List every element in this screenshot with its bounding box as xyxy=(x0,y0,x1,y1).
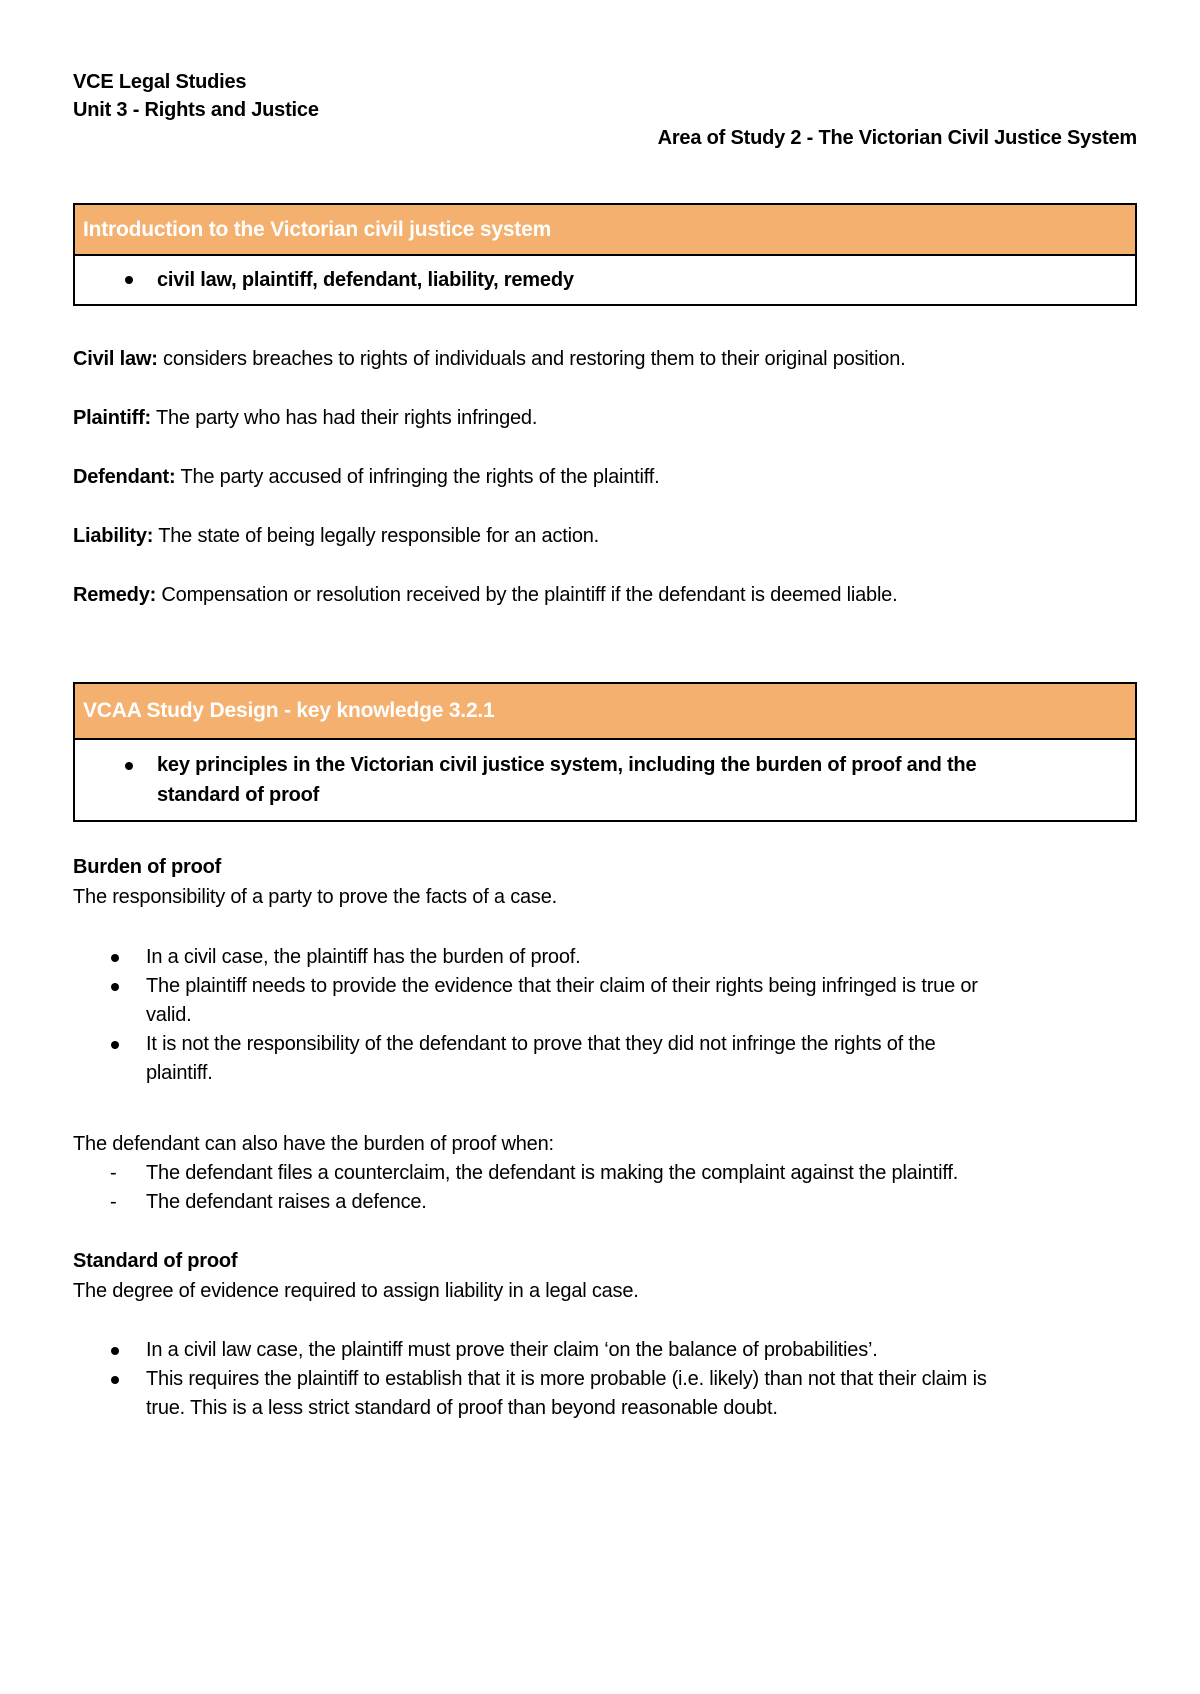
definition-term: Plaintiff: xyxy=(73,407,151,429)
list-item-text: true. This is a less strict standard of proof than beyond reasonable doubt. xyxy=(146,1397,778,1419)
definition-text: The state of being legally responsible for an action. xyxy=(153,525,600,547)
list-item-text: The defendant raises a defence. xyxy=(146,1191,427,1213)
bullet-dot xyxy=(111,983,119,991)
intro-box xyxy=(73,203,1137,306)
list-item xyxy=(73,972,1137,1030)
dash-marker: - xyxy=(110,1191,117,1213)
definition-remedy xyxy=(73,581,1137,609)
list-item-text: It is not the responsibility of the defendant to prove that they did not infringe the rights of the xyxy=(146,1033,936,1055)
list-item-text: The defendant files a counterclaim, the defendant is making the complaint against the plaintiff. xyxy=(146,1162,959,1184)
standard-of-proof-heading: Standard of proof xyxy=(73,1250,238,1272)
study-design-box-heading: VCAA Study Design - key knowledge 3.2.1 xyxy=(75,684,1135,740)
list-item-text: valid. xyxy=(146,1004,192,1026)
bullet-dot xyxy=(125,276,133,284)
list-item-text: plaintiff. xyxy=(146,1062,213,1084)
definition-term: Remedy: xyxy=(73,584,157,606)
list-item xyxy=(73,1159,1137,1188)
definition-text: The party accused of infringing the rights of the plaintiff. xyxy=(175,466,660,488)
list-item-text: In a civil law case, the plaintiff must prove their claim ‘on the balance of probabilities’. xyxy=(146,1339,878,1361)
standard-of-proof-list xyxy=(73,1336,1137,1423)
bullet-dot xyxy=(111,1376,119,1384)
definition-defendant xyxy=(73,463,1137,491)
dash-marker: - xyxy=(110,1162,117,1184)
burden-of-proof-definition: The responsibility of a party to prove the facts of a case. xyxy=(73,886,558,908)
burden-of-proof-heading: Burden of proof xyxy=(73,856,222,878)
study-design-box xyxy=(73,682,1137,822)
defendant-burden-list xyxy=(73,1159,1137,1217)
intro-box-heading: Introduction to the Victorian civil justice system xyxy=(75,205,1135,256)
bullet-dot xyxy=(111,954,119,962)
area-of-study-title: Area of Study 2 - The Victorian Civil Justice System xyxy=(657,127,1137,149)
defendant-burden-intro: The defendant can also have the burden of proof when: xyxy=(73,1133,554,1155)
list-item-text: This requires the plaintiff to establish that it is more probable (i.e. likely) than not that their claim is xyxy=(146,1368,987,1390)
course-title: VCE Legal Studies xyxy=(73,71,247,93)
list-item xyxy=(73,943,1137,972)
bullet-dot xyxy=(111,1347,119,1355)
list-item-text: The plaintiff needs to provide the evidence that their claim of their rights being infringed is true or xyxy=(146,975,978,997)
definition-plaintiff xyxy=(73,404,1137,432)
list-item xyxy=(73,1365,1137,1423)
list-item xyxy=(73,1336,1137,1365)
intro-box-body xyxy=(75,256,1135,304)
definition-term: Liability: xyxy=(73,525,154,547)
definition-text: The party who has had their rights infringed. xyxy=(151,407,538,429)
key-knowledge-line: standard of proof xyxy=(157,784,320,806)
list-item-text: In a civil case, the plaintiff has the burden of proof. xyxy=(146,946,581,968)
list-item xyxy=(73,1188,1137,1217)
definition-term: Defendant: xyxy=(73,466,176,488)
unit-title: Unit 3 - Rights and Justice xyxy=(73,99,319,121)
bullet-dot xyxy=(111,1041,119,1049)
standard-of-proof-definition: The degree of evidence required to assign liability in a legal case. xyxy=(73,1280,639,1302)
definition-text: considers breaches to rights of individuals and restoring them to their original position. xyxy=(157,348,906,370)
definition-text: Compensation or resolution received by the plaintiff if the defendant is deemed liable. xyxy=(156,584,898,606)
bullet-dot xyxy=(125,762,133,770)
key-knowledge-line: key principles in the Victorian civil justice system, including the burden of proof and the xyxy=(157,754,977,776)
burden-of-proof-list xyxy=(73,943,1137,1088)
definition-term: Civil law: xyxy=(73,348,158,370)
intro-key-terms: civil law, plaintiff, defendant, liability, remedy xyxy=(157,269,574,291)
definition-liability xyxy=(73,522,1137,550)
list-item xyxy=(73,1030,1137,1088)
definition-civil-law xyxy=(73,345,1137,373)
study-design-box-body xyxy=(75,740,1135,820)
